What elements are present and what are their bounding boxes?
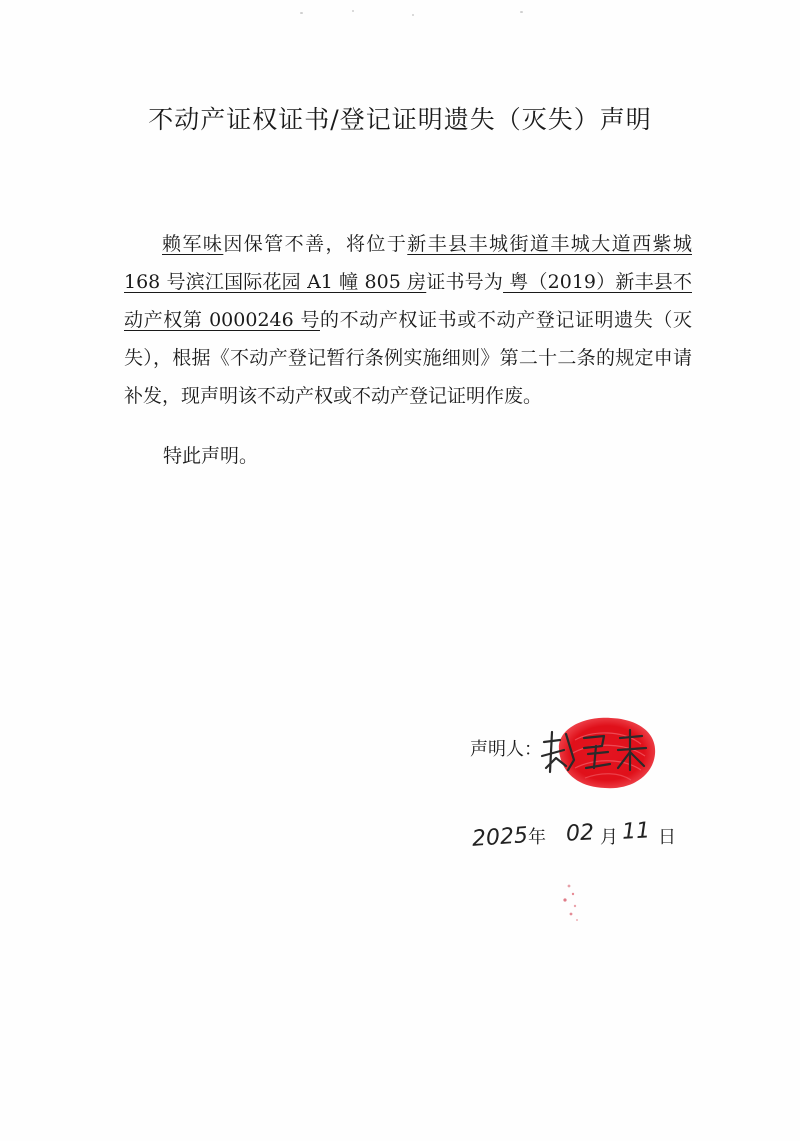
scan-speck [300,12,303,14]
handwritten-signature [538,720,656,780]
declaration-paragraph [124,225,692,415]
paragraph-text-1: 因保管不善，将位于 [223,233,408,255]
declarant-line [470,730,542,770]
date-line [470,815,710,865]
date-year-suffix: 年 [528,827,546,848]
date-month-suffix: 月 [600,827,618,848]
date-month-handwritten: 02 [565,820,595,847]
document-title: 不动产证权证书/登记证明遗失（灭失）声明 [148,105,652,134]
paragraph-text-3: 的不动产权证书或不动产登记证明遗失（灭失），根据《不动产登记暂行条例实施细则》第二十二条的规定申请补发，现声明该不动产权或不动产登记证明作废。 [124,309,692,407]
declarant-label: 声明人： [470,739,542,760]
faint-red-marks [555,880,595,930]
scan-speck [412,14,414,16]
date-day-handwritten: 11 [621,818,651,845]
closing-statement: 特此声明。 [163,445,259,467]
certificate-number: 粤（2019）新丰县不动产权第 0000246 号 [124,271,692,331]
date-day-suffix: 日 [658,827,676,848]
scan-speck [520,11,523,13]
scan-speck [352,10,354,12]
property-address: 新丰县丰城街道丰城大道西紫城 168 号滨江国际花园 A1 幢 805 房 [124,233,692,293]
declarant-name: 赖军味 [162,233,224,255]
date-year-handwritten: 2025 [471,823,529,852]
paragraph-text-2: 证书号为 [426,271,504,293]
